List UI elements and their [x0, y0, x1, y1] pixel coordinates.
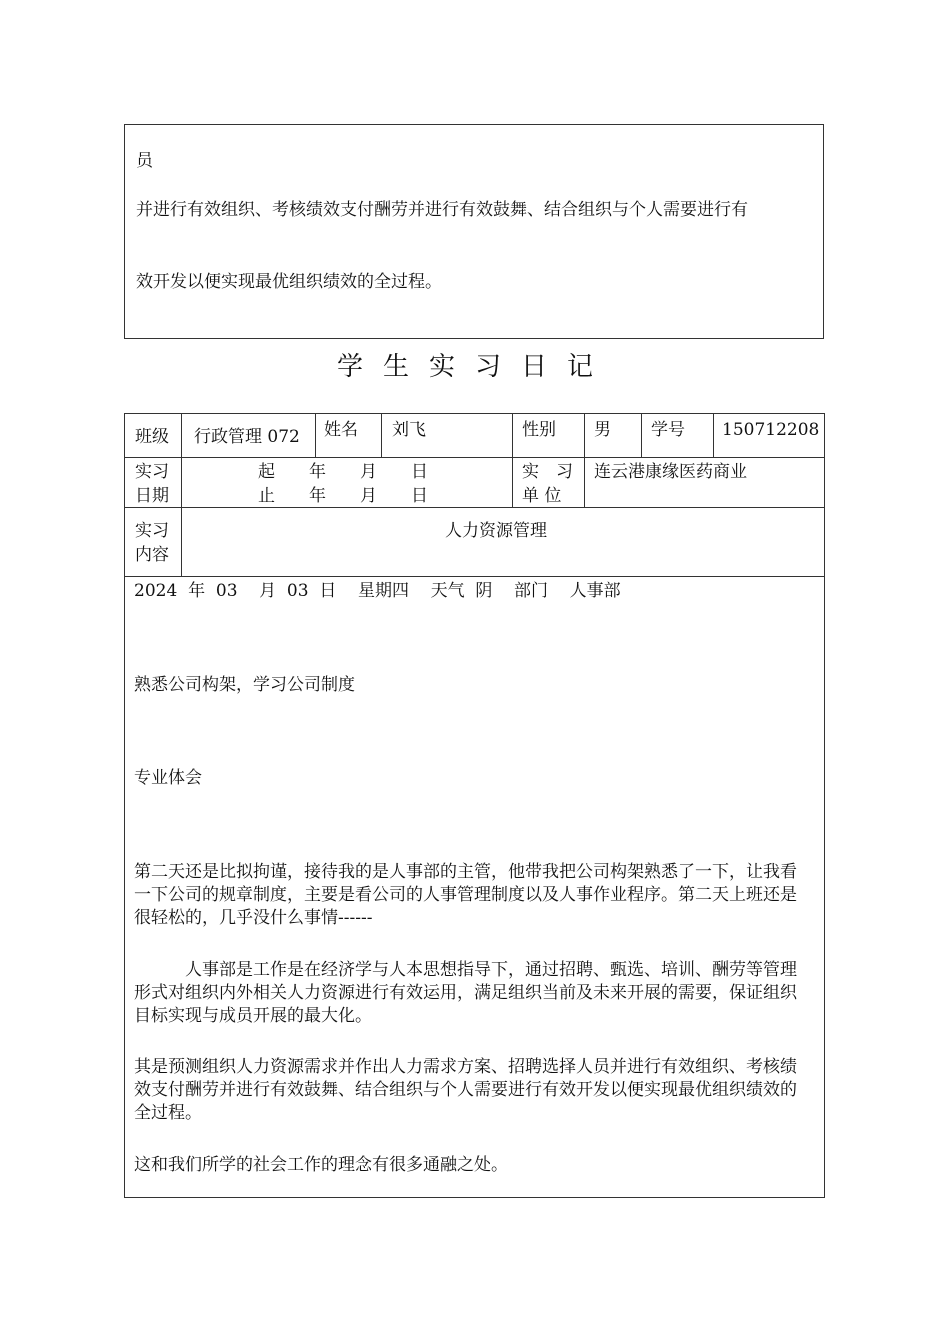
content-value: 人力资源管理	[445, 521, 547, 541]
entry-paragraph: 人事部是工作是在经济学与人本思想指导下，通过招聘、甄选、培训、酬劳等管理形式对组织内外相关人力资源进行有效运用，满足组织当前及未来开展的需要，保证组织目标实现与成员开展的最大化。	[134, 960, 797, 1026]
entry-paragraph: 其是预测组织人力资源需求并作出人力需求方案、招聘选择人员并进行有效组织、考核绩效支付酬劳并进行有效鼓舞、结合组织与个人需要进行有效开发以便实现最优组织绩效的全过程。	[134, 1057, 797, 1123]
date-label: 实习	[135, 462, 169, 482]
grid-line	[315, 414, 316, 458]
class-value: 行政管理 072	[194, 427, 300, 447]
unit-label: 单 位	[522, 486, 562, 506]
grid-line	[512, 414, 513, 508]
section-label: 专业体会	[134, 768, 202, 788]
entry-header: 2024 年 03 月 03 日 星期四 天气 阴 部门 人事部	[134, 581, 621, 601]
page-title: 学生实习日记	[336, 352, 613, 382]
content-label: 内容	[135, 545, 169, 565]
previous-entry-line: 员	[136, 151, 153, 171]
entry-paragraph: 第二天还是比拟拘谨，接待我的是人事部的主管，他带我把公司构架熟悉了一下，让我看一下公司的规章制度，主要是看公司的人事管理制度以及人事作业程序。第二天上班还是很轻松的，几乎没什么事情------	[134, 862, 797, 928]
grid-line	[641, 414, 642, 458]
grid-line	[125, 507, 824, 508]
unit-label: 实 习	[522, 462, 573, 482]
grid-line	[713, 414, 714, 458]
grid-line	[181, 414, 182, 577]
gender-label: 性别	[522, 420, 556, 440]
student-id-label: 学号	[651, 420, 685, 440]
previous-entry-line: 并进行有效组织、考核绩效支付酬劳并进行有效鼓舞、结合组织与个人需要进行有	[136, 200, 748, 220]
diary-table	[124, 413, 825, 1198]
date-end: 止 年 月 日	[258, 486, 428, 506]
entry-paragraph: 这和我们所学的社会工作的理念有很多通融之处。	[134, 1155, 508, 1175]
entry-task: 熟悉公司构架，学习公司制度	[134, 675, 355, 695]
previous-entry-box	[124, 124, 824, 339]
gender-value: 男	[594, 420, 611, 440]
previous-entry-line: 效开发以便实现最优组织绩效的全过程。	[136, 272, 442, 292]
class-label: 班级	[135, 427, 169, 447]
student-id-value: 150712208	[722, 420, 820, 440]
unit-value: 连云港康缘医药商业	[594, 462, 747, 482]
name-value: 刘飞	[392, 420, 426, 440]
date-label: 日期	[135, 486, 169, 506]
content-label: 实习	[135, 521, 169, 541]
name-label: 姓名	[324, 420, 358, 440]
grid-line	[584, 414, 585, 508]
date-start: 起 年 月 日	[258, 462, 428, 482]
grid-line	[125, 457, 824, 458]
grid-line	[381, 414, 382, 458]
grid-line	[125, 576, 824, 577]
